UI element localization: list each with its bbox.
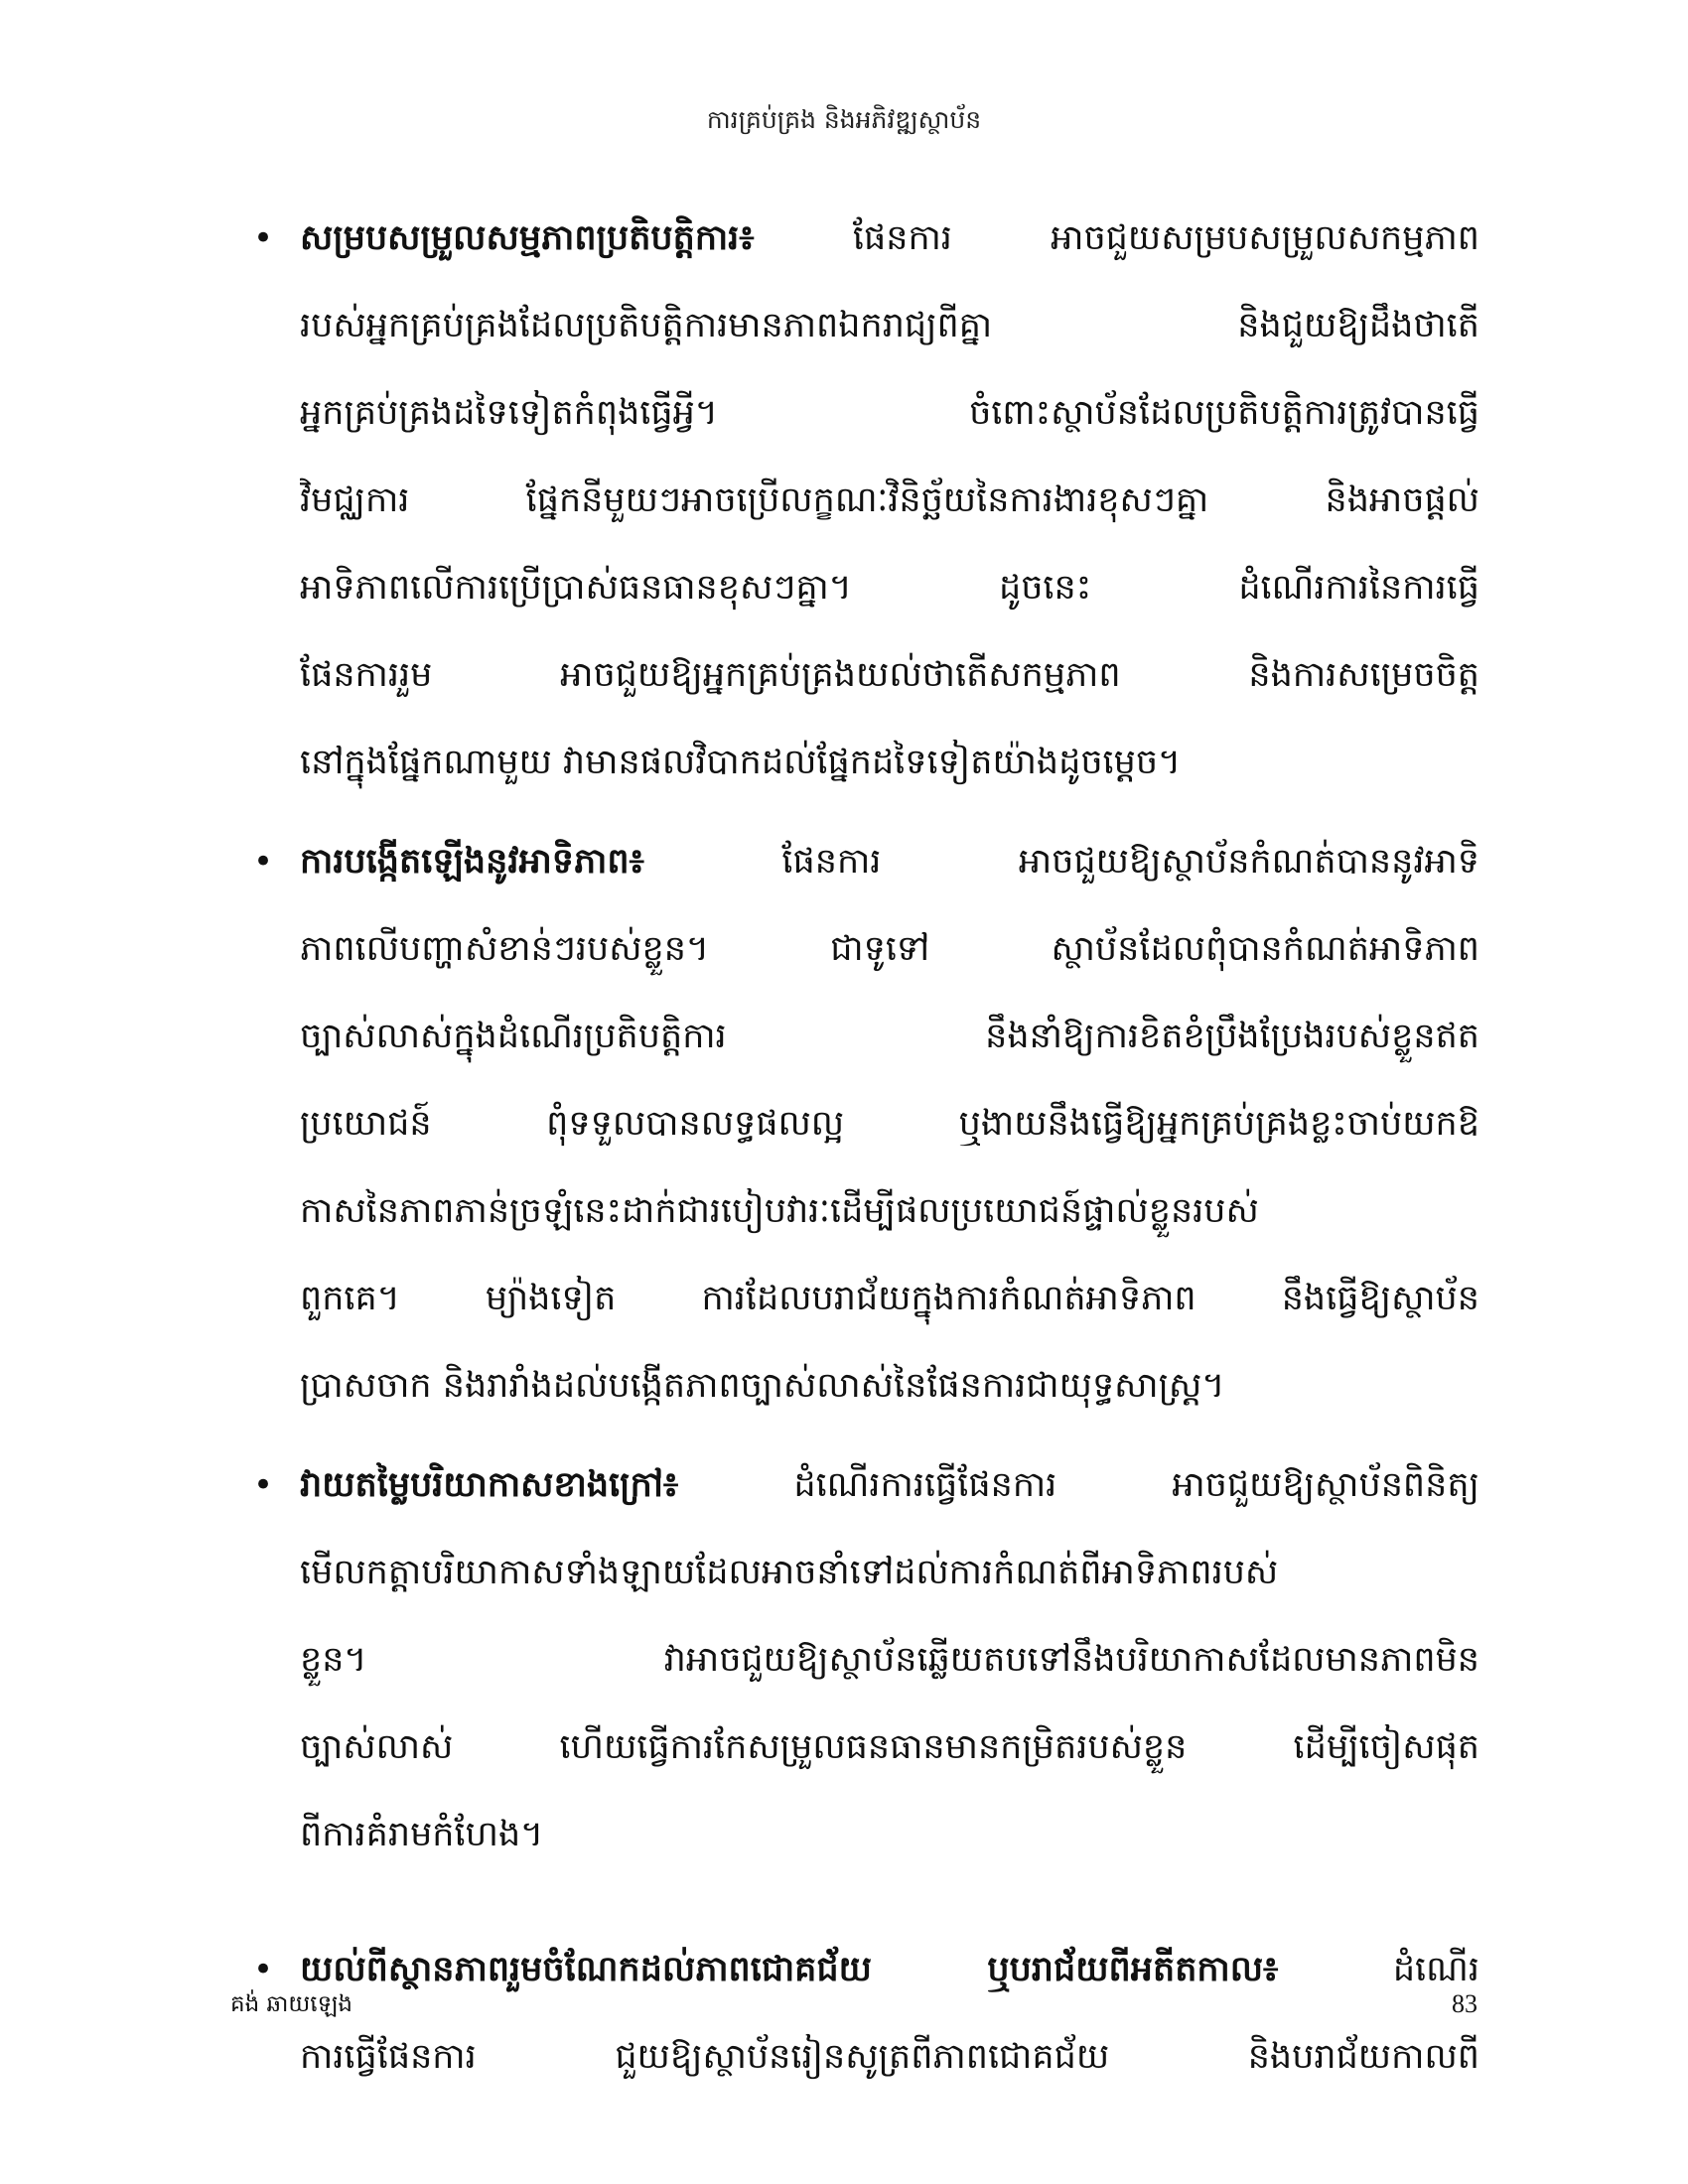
running-header: ការគ្រប់គ្រង និងអភិវឌ្ឍស្ថាប័ន: [706, 105, 982, 134]
bullet-lead: យល់ពីស្ថានភាពរួមចំណែកដល់ភាពជោគជ័យ ឬបរាជ័យពីអតីតកាល៖: [300, 1950, 1279, 1989]
bullet-list: [253, 195, 1479, 2101]
bullet-icon: •: [253, 218, 274, 258]
bullet-item-priorities: [253, 818, 1479, 1430]
text-line: មើលកត្តាបរិយាកាសទាំងឡាយដែលអាចនាំទៅដល់ការកំណត់ពីអាទិភាពរបស់: [300, 1553, 1279, 1592]
text-line: ផែនការរួម អាចជួយឱ្យអ្នកគ្រប់គ្រងយល់ថាតើសកម្មភាព និងការសម្រេចចិត្ត: [300, 655, 1479, 695]
text-line: [300, 1926, 1479, 2013]
bullet-item-past-performance: [253, 1926, 1479, 2101]
text-run: ដំណើរ: [1392, 1950, 1479, 1989]
text-line: ពួកគេ។ ម្យ៉ាងទៀត ការដែលបរាជ័យក្នុងការកំណត់អាទិភាព នឹងធ្វើឱ្យស្ថាប័ន: [300, 1279, 1479, 1318]
bullet-item-coordination: [253, 195, 1479, 806]
bullet-icon: •: [253, 842, 274, 882]
bullet-lead: ការបង្កើតឡើងនូវអាទិភាព៖: [300, 842, 644, 882]
bullet-icon: •: [253, 1950, 274, 1989]
text-line: ច្បាស់លាស់ក្នុងដំណើរប្រតិបត្តិការ នឹងនាំឱ្យការខិតខំប្រឹងប្រែងរបស់ខ្លួនឥត: [300, 1017, 1479, 1056]
text-line: [300, 195, 1479, 282]
text-run: ដំណើរការធ្វើផែនការ អាចជួយឱ្យស្ថាប័នពិនិត្យ: [793, 1465, 1479, 1505]
bullet-lead: សម្របសម្រួលសម្មភាពប្រតិបត្តិការ៖: [300, 218, 755, 258]
text-run: ផែនការ អាចជួយសម្របសម្រួលសកម្មភាព: [852, 218, 1479, 258]
text-line: ការធ្វើផែនការ ជួយឱ្យស្ថាប័នរៀនសូត្រពីភាពជោគជ័យ និងបរាជ័យកាលពី: [300, 2037, 1479, 2077]
text-line: ប្រយោជន៍ ពុំទទួលបានលទ្ធផលល្អ ឬងាយនឹងធ្វើឱ្យអ្នកគ្រប់គ្រងខ្លះចាប់យកឱ: [300, 1104, 1479, 1144]
text-line: នៅក្នុងផ្នែកណាមួយ វាមានផលវិបាកដល់ផ្នែកដទៃទៀតយ៉ាងដូចម្តេច។: [300, 743, 1182, 782]
page-body: [253, 195, 1479, 2113]
text-line: កាសនៃភាពភាន់ច្រឡំនេះដាក់ជារបៀបវារៈដើម្បីផលប្រយោជន៍ផ្ទាល់ខ្លួនរបស់: [300, 1191, 1259, 1231]
text-line: វិមជ្ឈការ ផ្នែកនីមួយៗអាចប្រើលក្ខណៈវិនិច្ឆ័យនៃការងារខុសៗគ្នា និងអាចផ្តល់: [300, 480, 1479, 520]
text-line: របស់អ្នកគ្រប់គ្រងដែលប្រតិបត្តិការមានភាពឯករាជ្យពីគ្នា និងជួយឱ្យដឹងថាតើ: [300, 306, 1479, 345]
text-line: អ្នកគ្រប់គ្រងដទៃទៀតកំពុងធ្វើអ្វី។ ចំពោះស្ថាប័នដែលប្រតិបត្តិការត្រូវបានធ្វើ: [300, 393, 1479, 433]
text-line: [300, 1441, 1479, 1529]
footer-author: គង់ ឆាយឡេង: [230, 1991, 352, 2017]
page-number: 83: [1452, 1989, 1477, 2018]
text-line: ពីការគំរាមកំហែង។: [300, 1815, 544, 1854]
text-line: អាទិភាពលើការប្រើប្រាស់ធនធានខុសៗគ្នា។ ដូចនេះ ដំណើរការនៃការធ្វើ: [300, 568, 1479, 608]
text-line: ខ្លួន។ វាអាចជួយឱ្យស្ថាប័នឆ្លើយតបទៅនឹងបរិយាកាសដែលមានភាពមិន: [300, 1640, 1479, 1680]
bullet-lead: វាយតម្លៃបរិយាកាសខាងក្រៅ៖: [300, 1465, 679, 1505]
text-run: ផែនការ អាចជួយឱ្យស្ថាប័នកំណត់បាននូវអាទិ: [781, 842, 1479, 882]
text-line: ច្បាស់លាស់ ហើយធ្វើការកែសម្រួលធនធានមានកម្រិតរបស់ខ្លួន ដើម្បីចៀសផុត: [300, 1727, 1479, 1767]
bullet-icon: •: [253, 1465, 274, 1505]
text-line: [300, 818, 1479, 905]
bullet-item-environment: [253, 1441, 1479, 1878]
text-line: ប្រាសចាក និងរារាំងដល់បង្កើតភាពច្បាស់លាស់នៃផែនការជាយុទ្ធសាស្ត្រ។: [300, 1366, 1225, 1406]
text-line: ភាពលើបញ្ហាសំខាន់ៗរបស់ខ្លួន។ ជាទូទៅ ស្ថាប័នដែលពុំបានកំណត់អាទិភាព: [300, 929, 1479, 969]
